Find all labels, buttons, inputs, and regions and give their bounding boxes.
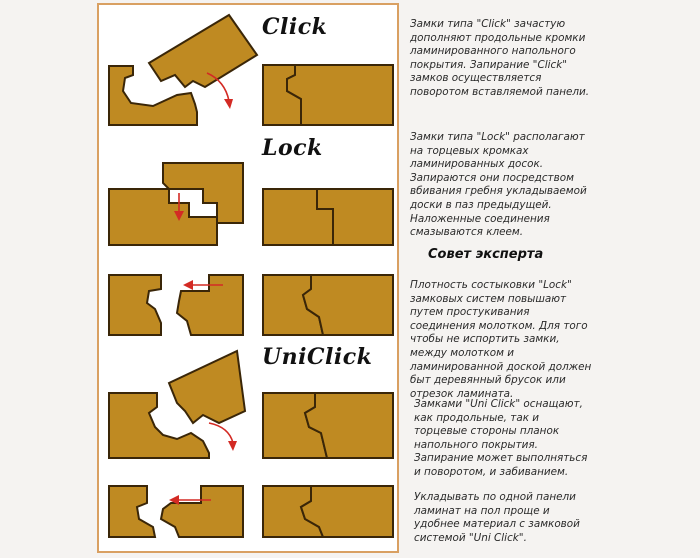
lock-closed-joint (263, 189, 393, 245)
lock-open-joint (109, 163, 243, 245)
uniclick-slide-right (161, 486, 243, 537)
advice-heading: Совет эксперта (428, 247, 544, 262)
lock-slide-arrowhead (183, 280, 193, 290)
lock-slide-closed-joint (263, 275, 393, 335)
lock-base-plank (109, 189, 217, 245)
uniclick-tilted-plank (169, 351, 245, 423)
lock-title: Lock (262, 135, 323, 161)
click-open-joint (109, 15, 257, 125)
click-closed-right (287, 65, 393, 125)
uniclick-rotate-arrow (209, 423, 233, 443)
uniclick-closed-joint (263, 393, 393, 458)
uniclick-title: UniClick (262, 344, 373, 370)
advice-text: Плотность состыковки "Lock" замковых систем повышают путем простукивания соединения молотком. Для того чтобы не испортить замки, между молотком и ламинированной доской должен быт деревянный брусок или отрезок ламината. (410, 279, 592, 400)
click-closed-joint (263, 65, 393, 125)
lock-description: Замки типа "Lock" располагают на торцевых кромках ламинированных досок. Запираются они посредством вбивания гребня укладываемой доски в паз предыдущей. Наложенные соединения смазываются клеем. (410, 131, 587, 239)
click-title: Click (262, 14, 328, 40)
lock-slide-left (109, 275, 161, 335)
uniclick-open-joint (109, 351, 245, 458)
tip-text: Укладывать по одной панели ламинат на пол проще и удобнее материал с замковой системой "Uni Click". (414, 491, 580, 544)
click-tilted-plank (149, 15, 257, 87)
uniclick-rotate-arrowhead (228, 441, 237, 451)
click-description: Замки типа "Click" зачастую дополняют продольные кромки ламинированного напольного покрытия. Запирание "Click" замков осуществляется поворотом вставляемой панели. (410, 18, 590, 98)
uniclick-slide-left (109, 486, 155, 537)
lock-slide-open-joint (109, 275, 243, 335)
diagram-illustrations (97, 3, 399, 553)
uniclick-slide-open-joint (109, 486, 243, 537)
uniclick-description: Замками "Uni Click" оснащают, как продольные, так и торцевые стороны планок напольного покрытия. Запирание может выполняться и поворотом, и забиванием. (414, 398, 588, 478)
click-rotate-arrowhead (224, 99, 233, 109)
uniclick-slide-closed-joint (263, 486, 393, 537)
